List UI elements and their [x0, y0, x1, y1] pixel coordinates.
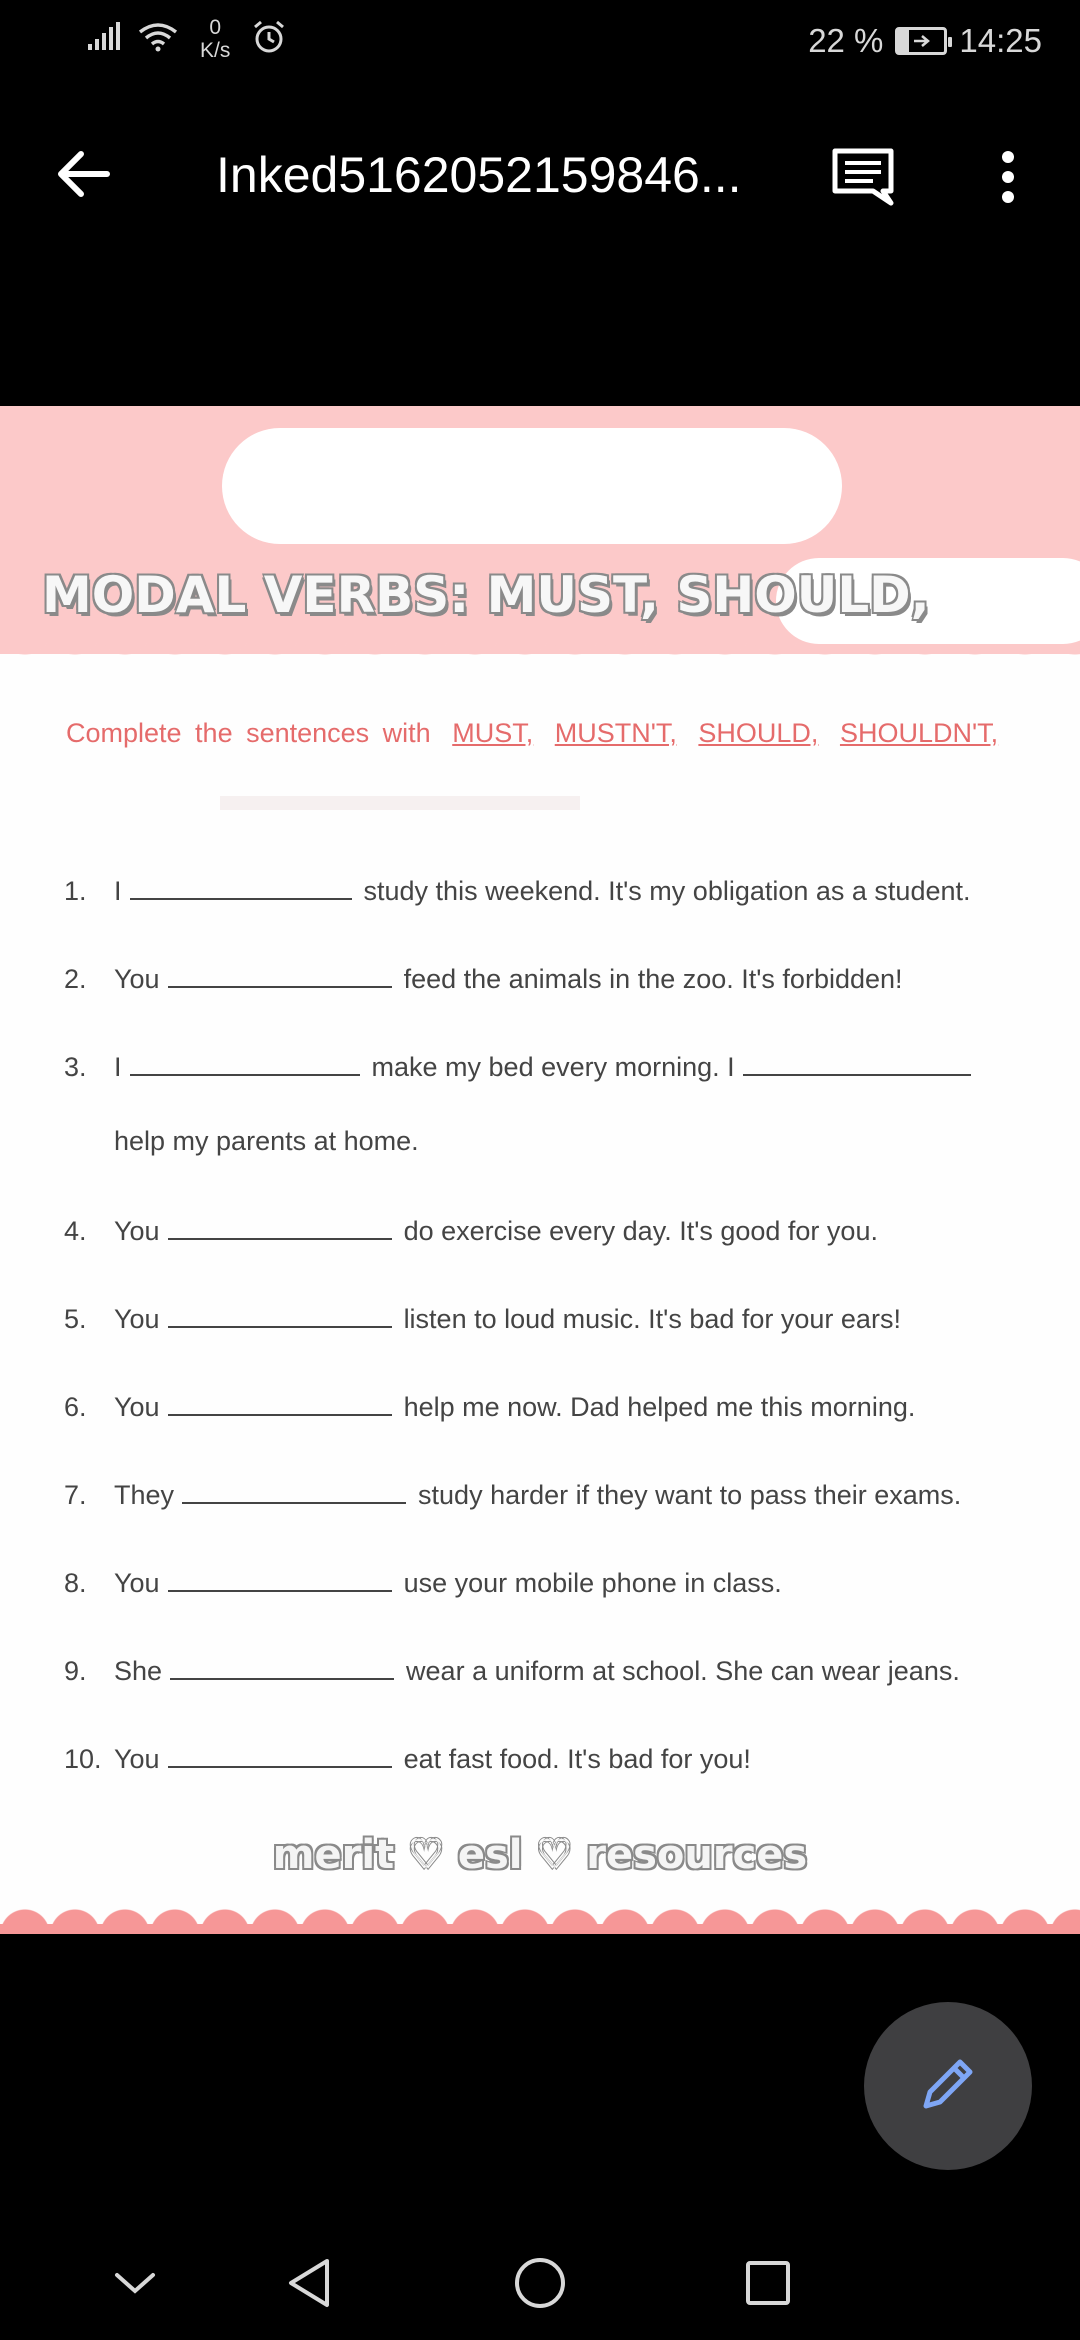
exercise-subject: You: [114, 1304, 160, 1334]
footer-brand: merit ♡ esl ♡ resources: [272, 1832, 808, 1878]
answer-blank: [182, 1480, 406, 1504]
exercise-text: study this weekend. It's my obligation as a student.: [363, 876, 971, 906]
exercise-number: 5.: [64, 1304, 87, 1334]
battery-percent: 22 %: [808, 22, 884, 59]
faint-text-remnant: [220, 796, 580, 810]
document-image[interactable]: [0, 406, 1080, 1934]
back-button[interactable]: [52, 144, 116, 208]
exercise-subject: You: [114, 1744, 160, 1774]
more-options-button[interactable]: [980, 144, 1036, 214]
clock: 14:25: [959, 22, 1042, 59]
answer-blank: [130, 876, 352, 900]
exercise-number: 7.: [64, 1480, 87, 1510]
exercise-text: feed the animals in the zoo. It's forbidden!: [403, 964, 903, 994]
answer-blank: [743, 1052, 971, 1076]
answer-blank: [130, 1052, 360, 1076]
exercise-number: 4.: [64, 1216, 87, 1246]
nav-recents-button[interactable]: [733, 2250, 803, 2320]
worksheet-title: MODAL VERBS: MUST, SHOULD,: [42, 566, 930, 624]
exercise-text: eat fast food. It's bad for you!: [403, 1744, 751, 1774]
exercise-item: [64, 876, 1024, 907]
recents-square-icon: [744, 2259, 792, 2312]
exercise-item: [64, 1052, 1024, 1083]
exercise-number: 6.: [64, 1392, 87, 1422]
exercise-number: 9.: [64, 1656, 87, 1686]
keyword-mustnt: MUSTN'T,: [554, 718, 677, 748]
answer-blank: [168, 1304, 392, 1328]
exercise-subject: I: [114, 876, 122, 906]
exercise-subject: You: [114, 1568, 160, 1598]
net-speed: [200, 16, 230, 62]
nav-back-button[interactable]: [274, 2250, 344, 2320]
comment-icon: [831, 147, 895, 212]
exercise-subject: I: [114, 1052, 122, 1082]
exercise-item: [64, 1568, 1024, 1599]
home-circle-icon: [513, 2256, 567, 2315]
keyword-must: MUST,: [452, 718, 534, 748]
exercise-text: wear a uniform at school. She can wear jeans.: [406, 1656, 960, 1686]
answer-blank: [168, 1392, 392, 1416]
exercise-continuation: help my parents at home.: [114, 1126, 419, 1156]
app-bar: [0, 110, 1080, 240]
exercise-text: listen to loud music. It's bad for your ears!: [403, 1304, 901, 1334]
answer-blank: [168, 1744, 392, 1768]
exercise-item: [64, 1304, 1024, 1335]
exercise-subject: You: [114, 1216, 160, 1246]
net-speed-unit: K/s: [200, 39, 231, 62]
exercise-item: [64, 964, 1024, 995]
exercise-item: [64, 1216, 1024, 1247]
exercise-text: use your mobile phone in class.: [403, 1568, 782, 1598]
exercise-item: [64, 1480, 1024, 1511]
exercise-text: study harder if they want to pass their exams.: [418, 1480, 962, 1510]
answer-blank: [170, 1656, 394, 1680]
arrow-left-icon: [57, 151, 111, 202]
back-triangle-icon: [285, 2257, 333, 2314]
exercise-subject: You: [114, 964, 160, 994]
answer-blank: [168, 1216, 392, 1240]
more-vertical-icon: [1000, 151, 1016, 208]
answer-blank: [168, 1568, 392, 1592]
exercise-item: [64, 1392, 1024, 1423]
status-bar: [0, 0, 1080, 92]
exercise-number: 2.: [64, 964, 87, 994]
edit-fab-button[interactable]: [864, 2002, 1032, 2170]
exercise-number: 8.: [64, 1568, 87, 1598]
exercise-text: do exercise every day. It's good for you.: [403, 1216, 878, 1246]
battery-charging-icon: [895, 27, 947, 55]
file-title: Inked5162052159846...: [216, 147, 742, 203]
nav-hide-button[interactable]: [100, 2250, 170, 2320]
net-speed-value: 0: [209, 16, 222, 39]
instruction-text: [66, 718, 998, 749]
redacted-area-top: [222, 428, 842, 544]
exercise-number: 10.: [64, 1744, 102, 1774]
exercise-number: 1.: [64, 876, 87, 906]
alarm-icon: [252, 20, 286, 59]
navigation-bar: [0, 2220, 1080, 2340]
signal-icon: [88, 22, 122, 57]
exercise-subject: You: [114, 1392, 160, 1422]
exercise-item: [64, 1744, 1024, 1775]
exercise-subject: They: [114, 1480, 175, 1510]
pencil-icon: [916, 2052, 980, 2121]
chevron-down-icon: [113, 2269, 157, 2302]
wifi-icon: [138, 22, 178, 57]
exercise-item: [64, 1656, 1024, 1687]
exercise-text: make my bed every morning. I: [371, 1052, 735, 1082]
keyword-should: SHOULD,: [698, 718, 819, 748]
comment-button[interactable]: [828, 144, 898, 214]
nav-home-button[interactable]: [505, 2250, 575, 2320]
footer-band: [0, 1924, 1080, 1934]
instruction-lead: Complete the sentences with: [66, 718, 431, 748]
exercise-text: help me now. Dad helped me this morning.: [403, 1392, 916, 1422]
answer-blank: [168, 964, 392, 988]
keyword-shouldnt: SHOULDN'T,: [839, 718, 999, 748]
exercise-subject: She: [114, 1656, 163, 1686]
exercise-number: 3.: [64, 1052, 87, 1082]
